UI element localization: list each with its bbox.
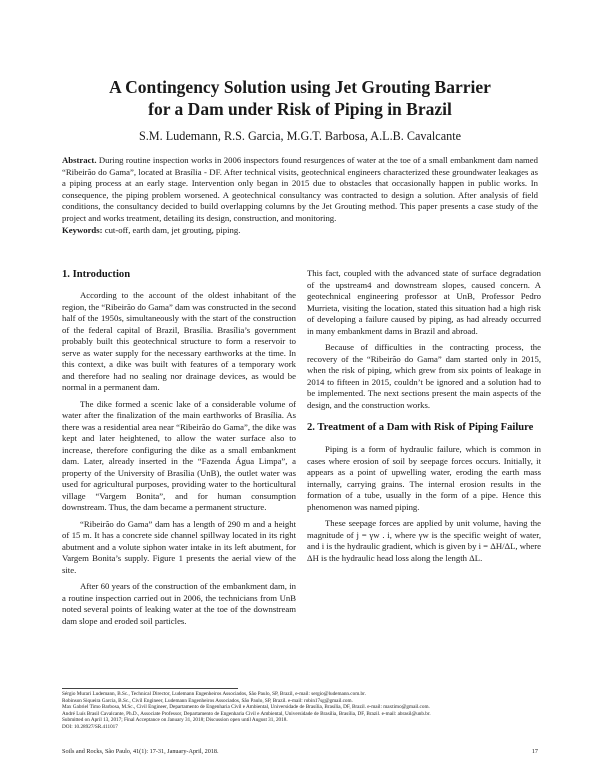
section-1-heading: 1. Introduction bbox=[62, 269, 131, 280]
paragraph: Because of difficulties in the contracting process, the recovery of the “Ribeirão do Gama” dam started only in 2015, when the risk of piping, which grew from six points of leakage in 2014 to fifteen in 2015, couldn’t be ignored and a solution had to be implemented. The next sections present the main aspects of the design, and the construction works. bbox=[307, 342, 541, 410]
paper-title bbox=[40, 76, 560, 120]
abstract-label: Abstract. bbox=[62, 155, 97, 165]
footnote: DOI: 10.28927/SR.411017 bbox=[62, 723, 118, 730]
title-line-2: for a Dam under Risk of Piping in Brazil bbox=[148, 99, 452, 119]
footnote: Robinson Siqueira Garcia, B.Sc., Civil Engineer, Ludemann Engenheiros Associados, São Paulo, SP, Brazil. e-mail: robin17sg@gmail.com. bbox=[62, 697, 353, 704]
left-column bbox=[62, 268, 296, 632]
abstract-block bbox=[62, 155, 538, 236]
paragraph: After 60 years of the construction of the embankment dam, in a routine inspection carried out in 2006, the technicians from UnB noted several points of leaking water at the toe of the downstream dam slope and eroded soil particles. bbox=[62, 581, 296, 626]
paragraph-continuation: This fact, coupled with the advanced state of surface degradation of the upstream4 and downstream slopes, caused concern. A geotechnical engineering professor at UnB, Professor Pedro Murrieta, visiting the location, stated this situation had a high risk of developing a failure caused by piping, as had already occurred in many embankment dams in Brazil and abroad. bbox=[307, 268, 541, 336]
footnotes bbox=[62, 691, 538, 731]
paragraph: “Ribeirão do Gama” dam has a length of 290 m and a height of 15 m. It has a concrete side channel spillway located in its right abutment and a volute siphon water intake in its left abutment, for Vargem Bonita’s supply. Figure 1 presents the aerial view of the site. bbox=[62, 518, 296, 575]
footnote: André Luís Brasil Cavalcante, Ph.D., Associate Professor, Departamento de Engenharia Civil e Ambiental, Universidade de Brasília, Brasília, DF, Brazil. e-mail: abrasil@unb.br. bbox=[62, 710, 431, 717]
footnote-divider bbox=[62, 688, 238, 689]
paragraph: These seepage forces are applied by unit volume, having the magnitude of j = γw . i, where γw is the specific weight of water, and i is the hydraulic gradient, which is given by i = ΔH/ΔL, where ΔH is the hydraulic head loss along the length ΔL. bbox=[307, 518, 541, 563]
section-2-heading: 2. Treatment of a Dam with Risk of Piping Failure bbox=[307, 422, 534, 433]
keywords-text: cut-off, earth dam, jet grouting, piping. bbox=[104, 224, 241, 235]
abstract-text: During routine inspection works in 2006 inspectors found resurgences of water at the toe of a small embankment dam named “Ribeirão do Gama”, located at Brasília - DF. After technical visits, geotechnical engineers characterized these groundwater leakages as a piping process at an early stage. Intervention only began in 2015 due to obstacles that occasionally happen in public works. In consequence, the piping problem worsened. A geotechnical consultancy was contracted to design a solution. After analysis of field conditions, the consultancy decided to build overlapping columns by the Jet Grouting method. This paper presents a case study of the project and works treatment, detailing its design, construction, and monitoring. bbox=[62, 155, 539, 223]
journal-citation: Soils and Rocks, São Paulo, 41(1): 17-31, January-April, 2018. bbox=[62, 748, 219, 755]
keywords-label: Keywords: bbox=[62, 224, 103, 235]
author-list: S.M. Ludemann, R.S. Garcia, M.G.T. Barbosa, A.L.B. Cavalcante bbox=[138, 129, 461, 143]
paragraph: According to the account of the oldest inhabitant of the region, the “Ribeirão do Gama” dam was constructed in the second half of the 1950s, simultaneously with the start of the construction of the federal capital of Brazil, Brasília. Brasília’s government probably built this geotechnical structure to form a reservoir to serve as water supply for the necessary earthworks at the time. In this context, a dike was built with features of a temporary work and therefore had no sealing nor drainage devices, as would be normal in a permanent dam. bbox=[62, 290, 296, 392]
footnote: Submitted on April 13, 2017; Final Acceptance on January 31, 2018; Discussion open until August 31, 2018. bbox=[62, 717, 288, 724]
paragraph: The dike formed a scenic lake of a considerable volume of water after the finalization of the main earthworks of Brasília. As there was a residential area near “Ribeirão do Gama”, the dike was kept and later heightened, to allow the water surface also to increase, therefore configuring the dike as a small embankment dam. Later, already inserted in the “Fazenda Água Limpa”, a property of the University of Brasília (UnB), the outlet water was used for agricultural purposes, providing water to the horticultural village “Vargem Bonita”, and for human consumption downstream. Thus, the dam became a permanent structure. bbox=[62, 398, 296, 512]
footnote: Max Gabriel Timo Barbosa, M.Sc., Civil Engineer, Departamento de Engenharia Civil e Ambiental, Universidade de Brasília, Brasília, DF, Brazil. e-mail: maxtimo@gmail.com. bbox=[62, 704, 430, 711]
title-line-1: A Contingency Solution using Jet Grouting Barrier bbox=[109, 77, 491, 97]
page-number: 17 bbox=[531, 748, 538, 755]
right-column bbox=[307, 268, 541, 569]
footnote: Sérgio Murari Ludemann, B.Sc., Technical Director, Ludemann Engenheiros Associados, São Paulo, SP, Brazil, e-mail: sergio@ludemann.com.br. bbox=[62, 691, 366, 697]
paragraph: Piping is a form of hydraulic failure, which is common in cases where erosion of soil by seepage forces occurs. Initially, it appears as a point of upwelling water, eroding the earth mass internally, carrying grains. The internal erosion results in the formation of a tube, usually in the form of a pipe. Hence this phenomenon was named piping. bbox=[307, 444, 541, 512]
